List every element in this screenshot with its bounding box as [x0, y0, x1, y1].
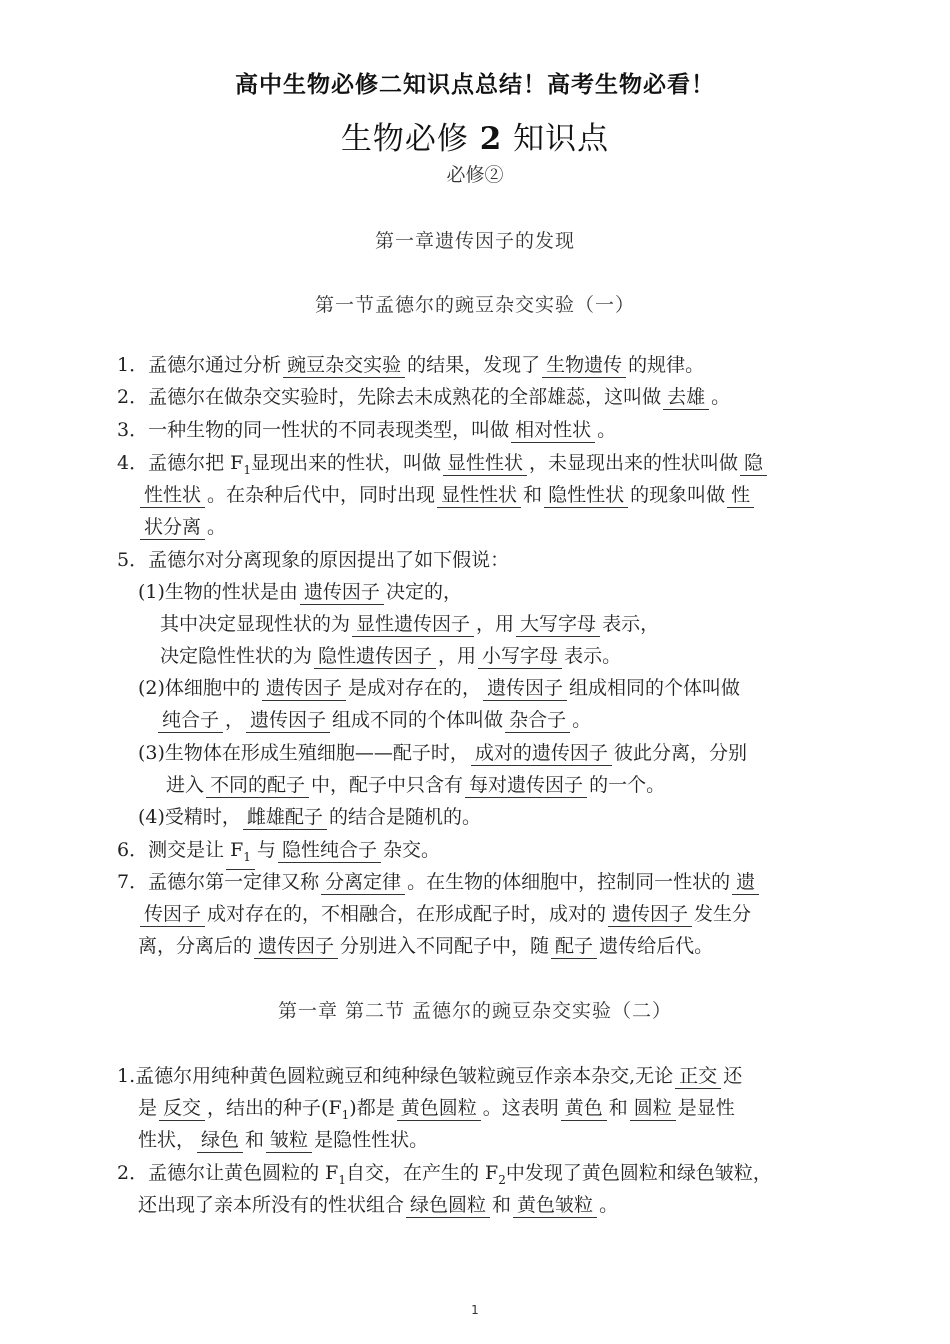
hypothesis-line: [166, 770, 665, 800]
text: 。: [597, 419, 617, 441]
text: 和: [608, 1097, 628, 1119]
hypothesis-line: [156, 705, 591, 735]
answer-blank: 遗传因子: [483, 676, 567, 701]
question-line-continued: [138, 899, 751, 929]
text: 组成不同的个体叫做: [332, 709, 504, 731]
answer-blank: 黄色圆粒: [397, 1096, 481, 1121]
text: 遗传给后代。: [599, 935, 714, 957]
answer-blank: 正交: [675, 1064, 721, 1089]
text: F: [230, 839, 244, 861]
answer-blank: 遗传因子: [254, 934, 338, 959]
answer-blank: 传因子: [140, 902, 205, 927]
answer-blank: 遗: [732, 870, 759, 895]
question-line: [117, 350, 704, 380]
hypothesis-line: [160, 641, 621, 671]
text: (1)生物的性状是由: [138, 581, 298, 603]
text: (4)受精时，: [138, 806, 241, 828]
text: 成对存在的，不相融合，在形成配子时，成对的: [207, 903, 607, 925]
title-text-suffix: 知识点: [513, 121, 610, 157]
text: 。: [599, 1194, 619, 1216]
text: 组成相同的个体叫做: [568, 677, 740, 699]
question-line-continued: [138, 512, 226, 542]
answer-blank: 雌雄配子: [243, 805, 327, 830]
answer-blank: 分离定律: [321, 870, 405, 895]
text: 是成对存在的，: [347, 677, 481, 699]
answer-blank: 显性性状: [437, 483, 521, 508]
text: 。在杂种后代中，同时出现: [207, 484, 436, 506]
subscript: 1: [243, 462, 251, 477]
question-line: [117, 1061, 742, 1091]
answer-blank: 显性性状: [443, 451, 527, 476]
chapter-heading: 第一章遗传因子的发现: [374, 230, 575, 252]
answer-blank: 绿色: [197, 1128, 243, 1153]
text: 6．测交是让: [117, 839, 225, 861]
section-heading: 第一章 第二节 孟德尔的豌豆杂交实验（二）: [277, 1000, 673, 1022]
text: 。: [572, 709, 592, 731]
text: ，用: [476, 613, 515, 635]
text: 与: [256, 839, 276, 861]
text: 分别进入不同配子中，随: [340, 935, 550, 957]
answer-blank: 遗传因子: [608, 902, 692, 927]
answer-blank: 隐性纯合子: [278, 838, 381, 863]
text: 还出现了亲本所没有的性状组合: [138, 1194, 405, 1216]
hypothesis-line: [160, 609, 659, 639]
text: ，: [225, 709, 245, 731]
answer-blank: 配子: [551, 934, 597, 959]
answer-blank: 小写字母: [478, 644, 562, 669]
answer-blank: 性: [727, 483, 754, 508]
text: 表示，: [602, 613, 660, 635]
hypothesis-line: [138, 802, 481, 832]
text: 的结果，发现了: [407, 354, 541, 376]
answer-blank: 显性遗传因子: [352, 612, 474, 637]
question-line-continued: [138, 931, 713, 961]
answer-blank: 豌豆杂交实验: [283, 353, 405, 378]
document-subtitle: 必修②: [446, 164, 504, 186]
answer-blank: 黄色: [561, 1096, 607, 1121]
answer-blank: 皱粒: [266, 1128, 312, 1153]
text: 。: [711, 386, 731, 408]
answer-blank: 大写字母: [516, 612, 600, 637]
text: 3．一种生物的同一性状的不同表现类型，叫做: [117, 419, 510, 441]
hypothesis-line: [138, 738, 747, 768]
text: 是: [138, 1097, 158, 1119]
title-number: 2: [479, 121, 503, 157]
text: 。这表明: [482, 1097, 559, 1119]
text: 发生分: [694, 903, 752, 925]
title-text: 生物必修: [340, 121, 469, 157]
text: 4．孟德尔把 F: [117, 452, 244, 474]
text: 。在生物的体细胞中，控制同一性状的: [407, 871, 731, 893]
answer-blank: 遗传因子: [300, 580, 384, 605]
text: 中发现了黄色圆粒和绿色皱粒，: [505, 1162, 772, 1184]
text: 7．孟德尔第一定律又称: [117, 871, 320, 893]
answer-blank: 去雄: [663, 385, 709, 410]
answer-blank: 纯合子: [158, 708, 223, 733]
question-line: [117, 415, 616, 445]
text: 2．孟德尔让黄色圆粒的 F: [117, 1162, 339, 1184]
answer-blank: 不同的配子: [206, 773, 309, 798]
answer-blank: 每对遗传因子: [465, 773, 587, 798]
text: 中，配子中只含有: [311, 774, 464, 796]
text: 离，分离后的: [138, 935, 253, 957]
subscript: 1: [341, 1107, 350, 1122]
subscript: 1: [338, 1172, 346, 1187]
answer-blank: 相对性状: [511, 418, 595, 443]
text: 是隐性性状。: [314, 1129, 429, 1151]
text: 1.孟德尔用纯种黄色圆粒豌豆和纯种绿色皱粒豌豆作亲本杂交,无论: [117, 1065, 674, 1087]
question-line-continued: [138, 1190, 618, 1220]
question-line-continued: [138, 1125, 428, 1155]
subscript: 2: [498, 1172, 506, 1187]
page-banner: 高中生物必修二知识点总结！高考生物必看！: [235, 72, 715, 98]
answer-blank: 反交: [159, 1096, 205, 1121]
text: ，用: [438, 645, 477, 667]
text: 进入: [166, 774, 205, 796]
answer-blank: 性性状: [140, 483, 205, 508]
answer-blank: [226, 838, 255, 870]
text: 的一个。: [589, 774, 666, 796]
text: 和: [492, 1194, 512, 1216]
text: ，未显现出来的性状叫做: [528, 452, 738, 474]
text: 自交，在产生的 F: [345, 1162, 499, 1184]
text: 决定隐性性状的为: [160, 645, 313, 667]
text: 其中决定显现性状的为: [160, 613, 351, 635]
document-title: [0, 113, 950, 158]
question-line-continued: [138, 480, 756, 510]
text: 显现出来的性状，叫做: [250, 452, 441, 474]
question-line: [117, 835, 440, 870]
hypothesis-line: [138, 673, 740, 703]
text: 性状，: [138, 1129, 196, 1151]
text: 表示。: [564, 645, 622, 667]
text: 。: [207, 516, 227, 538]
answer-blank: 杂合子: [505, 708, 570, 733]
text: 决定的，: [385, 581, 462, 603]
question-line: [117, 867, 761, 897]
text: 杂交。: [382, 839, 440, 861]
text: (3)生物体在形成生殖细胞——配子时，: [138, 742, 469, 764]
text: 的现象叫做: [630, 484, 726, 506]
text: 和: [245, 1129, 265, 1151]
text: (2)体细胞中的: [138, 677, 260, 699]
text: 还: [723, 1065, 743, 1087]
answer-blank: 隐性遗传因子: [314, 644, 436, 669]
answer-blank: 隐性性状: [544, 483, 628, 508]
text: 彼此分离，分别: [613, 742, 747, 764]
question-line: 5．孟德尔对分离现象的原因提出了如下假说：: [117, 549, 510, 571]
subscript: 1: [243, 849, 251, 864]
text: ，结出的种子(F: [207, 1097, 342, 1119]
answer-blank: 圆粒: [630, 1096, 676, 1121]
text: )都是: [349, 1097, 395, 1119]
page-number: 1: [471, 1303, 479, 1317]
answer-blank: 绿色圆粒: [406, 1193, 490, 1218]
answer-blank: 状分离: [140, 515, 205, 540]
text: 是显性: [677, 1097, 735, 1119]
answer-blank: 隐: [740, 451, 767, 476]
answer-blank: 生物遗传: [542, 353, 626, 378]
text: 的结合是随机的。: [328, 806, 481, 828]
section-heading: 第一节孟德尔的豌豆杂交实验（一）: [314, 294, 635, 316]
answer-blank: 遗传因子: [262, 676, 346, 701]
text: 和: [523, 484, 543, 506]
text: 2．孟德尔在做杂交实验时，先除去未成熟花的全部雄蕊，这叫做: [117, 386, 662, 408]
text: 的规律。: [628, 354, 705, 376]
answer-blank: 遗传因子: [246, 708, 330, 733]
answer-blank: 黄色皱粒: [513, 1193, 597, 1218]
text: 1．孟德尔通过分析: [117, 354, 282, 376]
question-line: [117, 382, 730, 412]
hypothesis-line: [138, 577, 462, 607]
answer-blank: 成对的遗传因子: [471, 741, 612, 766]
